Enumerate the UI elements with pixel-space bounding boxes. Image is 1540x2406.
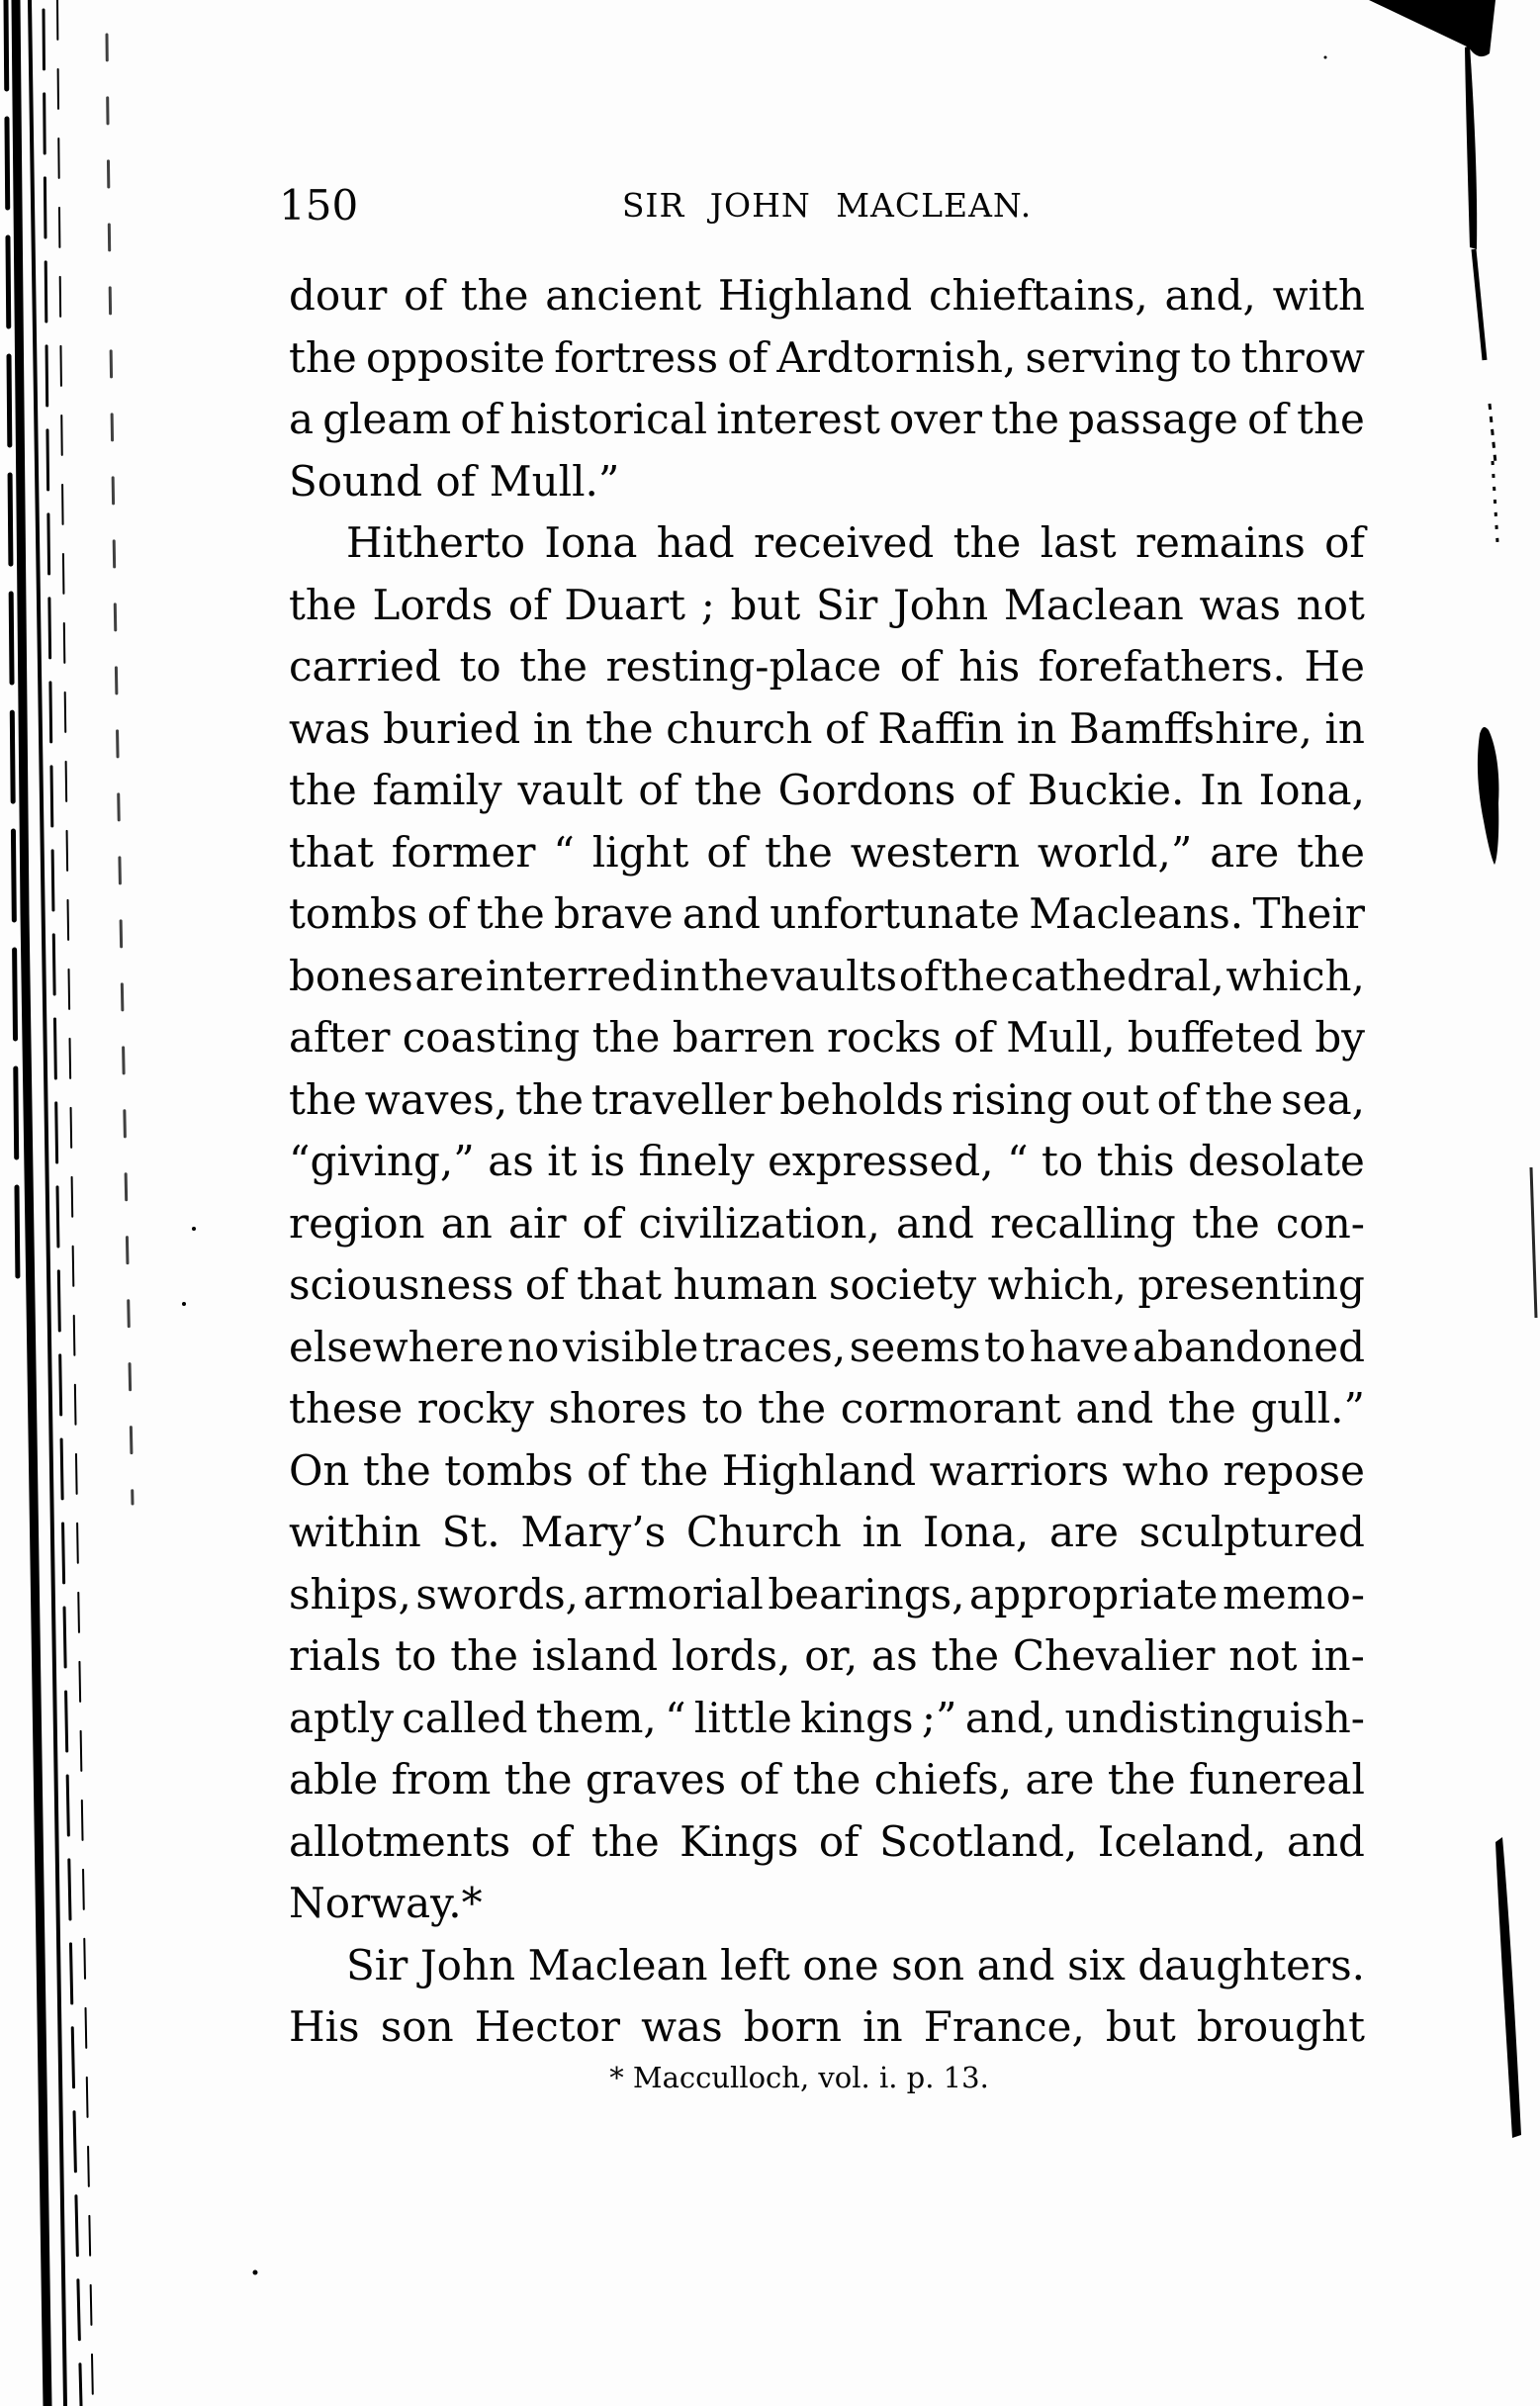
text-line: “giving,” as it is finely expressed, “ to this desolate: [289, 1137, 1365, 1185]
text-line: On the tombs of the Highland warriors who repose: [289, 1445, 1365, 1495]
text-line: allotments of the Kings of Scotland, Iceland, and: [289, 1816, 1365, 1866]
text-line: His son Hector was born in France, but brought: [289, 2002, 1365, 2051]
text-line: Hitherto Iona had received the last remains of: [346, 518, 1365, 567]
text-line: a gleam of historical interest over the passage of the: [289, 395, 1365, 443]
paragraph: [289, 1935, 1365, 2059]
paragraph: [289, 265, 1365, 512]
binding-streaks-left-icon: [6, 0, 133, 2406]
text-line: after coasting the barren rocks of Mull, buffeted by: [289, 1013, 1365, 1062]
text-line: tombs of the brave and unfortunate Macleans. Their: [289, 889, 1365, 938]
text-line: ships, swords, armorial bearings, appropriate memo-: [289, 1569, 1365, 1619]
text-line: the family vault of the Gordons of Buckie. In Iona,: [289, 766, 1365, 814]
text-line: Sound of Mull.”: [289, 456, 620, 506]
text-line: within St. Mary’s Church in Iona, are sculptured: [289, 1508, 1365, 1556]
page-header: [279, 181, 1365, 233]
ink-speckle-right-upper-icon: [1474, 249, 1497, 542]
footnote: * Macculloch, vol. i. p. 13.: [609, 2061, 989, 2094]
text-line: Norway.*: [289, 1879, 483, 1927]
text-line: rials to the island lords, or, as the Chevalier not in-: [289, 1631, 1365, 1680]
running-header: SIR JOHN MACLEAN.: [621, 186, 1033, 225]
text-line: aptly called them, “ little kings ;” and, undistinguish-: [289, 1693, 1365, 1742]
paragraph: [289, 512, 1365, 1935]
ink-blot-right-middle-icon: [1478, 727, 1499, 865]
text-line: dour of the ancient Highland chieftains, and, with: [289, 271, 1365, 320]
page-number: 150: [279, 181, 359, 230]
page-fold-top-right-icon: [1369, 0, 1495, 249]
text-line: sciousness of that human society which, presenting: [289, 1260, 1365, 1309]
text-line: elsewhere no visible traces, seems to have abandoned: [289, 1322, 1365, 1371]
text-line: was buried in the church of Raffin in Bamffshire, in: [289, 703, 1365, 753]
text-line: the Lords of Duart ; but Sir John Maclean was not: [289, 580, 1365, 629]
text-line: bones are interred in the vaults of the cathedral, which,: [289, 951, 1365, 1000]
text-line: able from the graves of the chiefs, are the funereal: [289, 1755, 1365, 1804]
text-line: carried to the resting-place of his forefathers. He: [289, 642, 1365, 691]
text-line: Sir John Maclean left one son and six daughters.: [346, 1940, 1365, 1990]
ink-streak-right-lower-icon: [1495, 1837, 1521, 2138]
text-line: the waves, the traveller beholds rising out of the sea,: [289, 1074, 1365, 1124]
text-line: region an air of civilization, and recalling the con-: [289, 1198, 1365, 1248]
text-line: that former “ light of the western world,” are the: [289, 827, 1365, 877]
ink-line-right-mid-icon: [1531, 1167, 1536, 1318]
page-body: [289, 265, 1365, 2059]
text-line: the opposite fortress of Ardtornish, serving to throw: [289, 332, 1365, 382]
text-line: these rocky shores to the cormorant and the gull.”: [289, 1384, 1365, 1433]
